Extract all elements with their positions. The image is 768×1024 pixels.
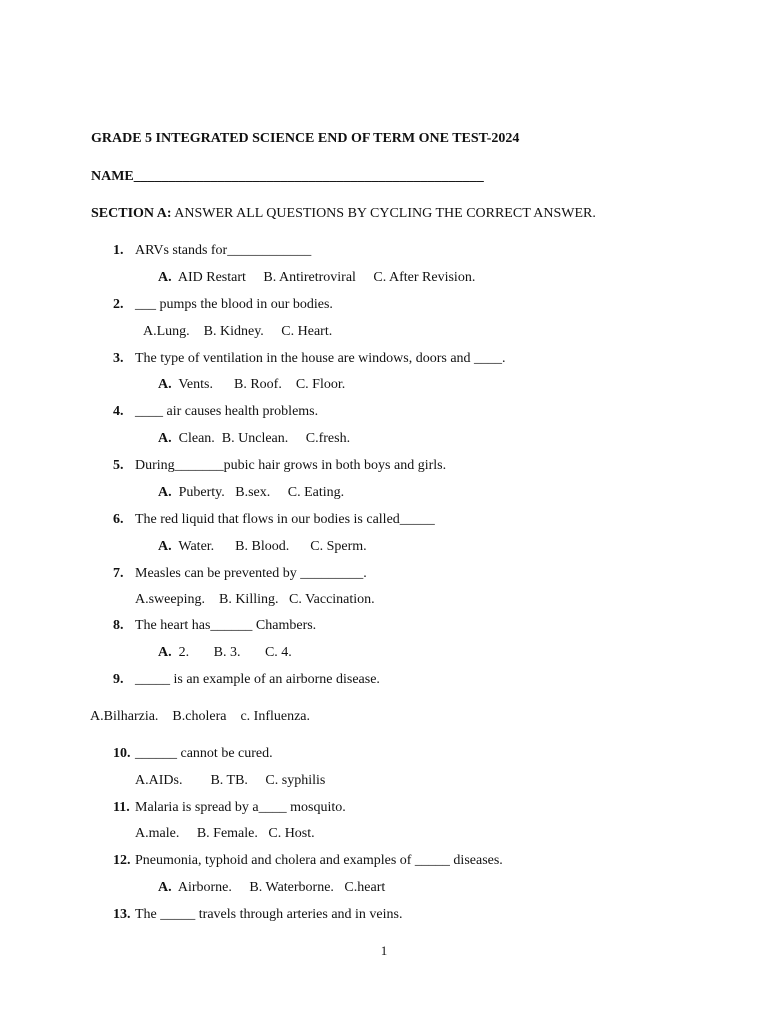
option-a-label: A. [158,270,172,285]
options-9 [90,708,310,726]
options-text: Puberty. B.sex. C. Eating. [178,485,345,500]
question-4 [113,403,318,421]
options-11 [135,825,315,843]
page-title: GRADE 5 INTEGRATED SCIENCE END OF TERM ONE TEST-2024 [91,131,520,146]
question-text: Malaria is spread by a____ mosquito. [135,800,346,815]
options-12 [158,879,385,897]
question-number: 12. [113,853,131,868]
option-a-label: A. [158,645,172,660]
options-text: A.Lung. B. Kidney. C. Heart. [143,324,333,339]
options-5 [158,484,344,502]
question-number: 6. [113,512,124,527]
question-number: 5. [113,458,124,473]
question-2 [113,296,333,314]
question-text: The type of ventilation in the house are windows, doors and ____. [135,351,506,366]
question-text: ______ cannot be cured. [135,746,273,761]
option-a-label: A. [158,880,172,895]
question-text: The _____ travels through arteries and in veins. [135,907,403,922]
question-number: 4. [113,404,124,419]
section-label: SECTION A: [91,206,172,221]
question-text: _____ is an example of an airborne disease. [135,672,380,687]
question-10 [113,745,273,763]
question-8 [113,617,316,635]
question-number: 7. [113,566,124,581]
options-text: AID Restart B. Antiretroviral C. After Revision. [177,270,476,285]
options-text: Airborne. B. Waterborne. C.heart [177,880,386,895]
options-text: Clean. B. Unclean. C.fresh. [178,431,351,446]
options-text: Water. B. Blood. C. Sperm. [178,539,367,554]
options-4 [158,430,350,448]
question-number: 10. [113,746,131,761]
option-a-label: A. [158,485,172,500]
question-6 [113,511,435,529]
question-5 [113,457,446,475]
question-number: 11. [113,800,130,815]
name-blank: __________________________________________________ [133,169,484,184]
option-a-label: A. [158,431,172,446]
question-text: ____ air causes health problems. [135,404,319,419]
question-text: Pneumonia, typhoid and cholera and examples of _____ diseases. [135,853,503,868]
question-number: 8. [113,618,124,633]
section-instruction: ANSWER ALL QUESTIONS BY CYCLING THE CORRECT ANSWER. [174,206,596,221]
question-3 [113,350,506,368]
options-6 [158,538,367,556]
options-text: 2. B. 3. C. 4. [178,645,292,660]
options-2 [143,323,332,341]
option-a-label: A. [158,377,172,392]
options-3 [158,376,345,394]
options-10 [135,772,325,790]
options-text: Vents. B. Roof. C. Floor. [178,377,346,392]
name-line [91,168,484,186]
question-12 [113,852,503,870]
question-9 [113,671,380,689]
options-8 [158,644,292,662]
question-1 [113,242,311,260]
question-text: The red liquid that flows in our bodies is called_____ [135,512,435,527]
question-text: ARVs stands for____________ [135,243,312,258]
question-number: 2. [113,297,124,312]
option-a-label: A. [158,539,172,554]
question-11 [113,799,346,817]
page-number: 1 [380,943,388,958]
name-label: NAME [91,169,134,184]
question-number: 1. [113,243,124,258]
question-text: Measles can be prevented by _________. [135,566,367,581]
question-13 [113,906,402,924]
question-text: ___ pumps the blood in our bodies. [135,297,333,312]
question-text: The heart has______ Chambers. [135,618,317,633]
question-number: 9. [113,672,124,687]
options-text: A.AIDs. B. TB. C. syphilis [135,773,326,788]
options-text: A.Bilharzia. B.cholera c. Influenza. [90,709,311,724]
section-heading [91,205,596,223]
options-7 [135,591,375,609]
question-number: 3. [113,351,124,366]
options-1 [158,269,475,287]
options-text: A.sweeping. B. Killing. C. Vaccination. [135,592,375,607]
question-7 [113,565,367,583]
question-text: During_______pubic hair grows in both boys and girls. [135,458,447,473]
options-text: A.male. B. Female. C. Host. [135,826,315,841]
question-number: 13. [113,907,131,922]
